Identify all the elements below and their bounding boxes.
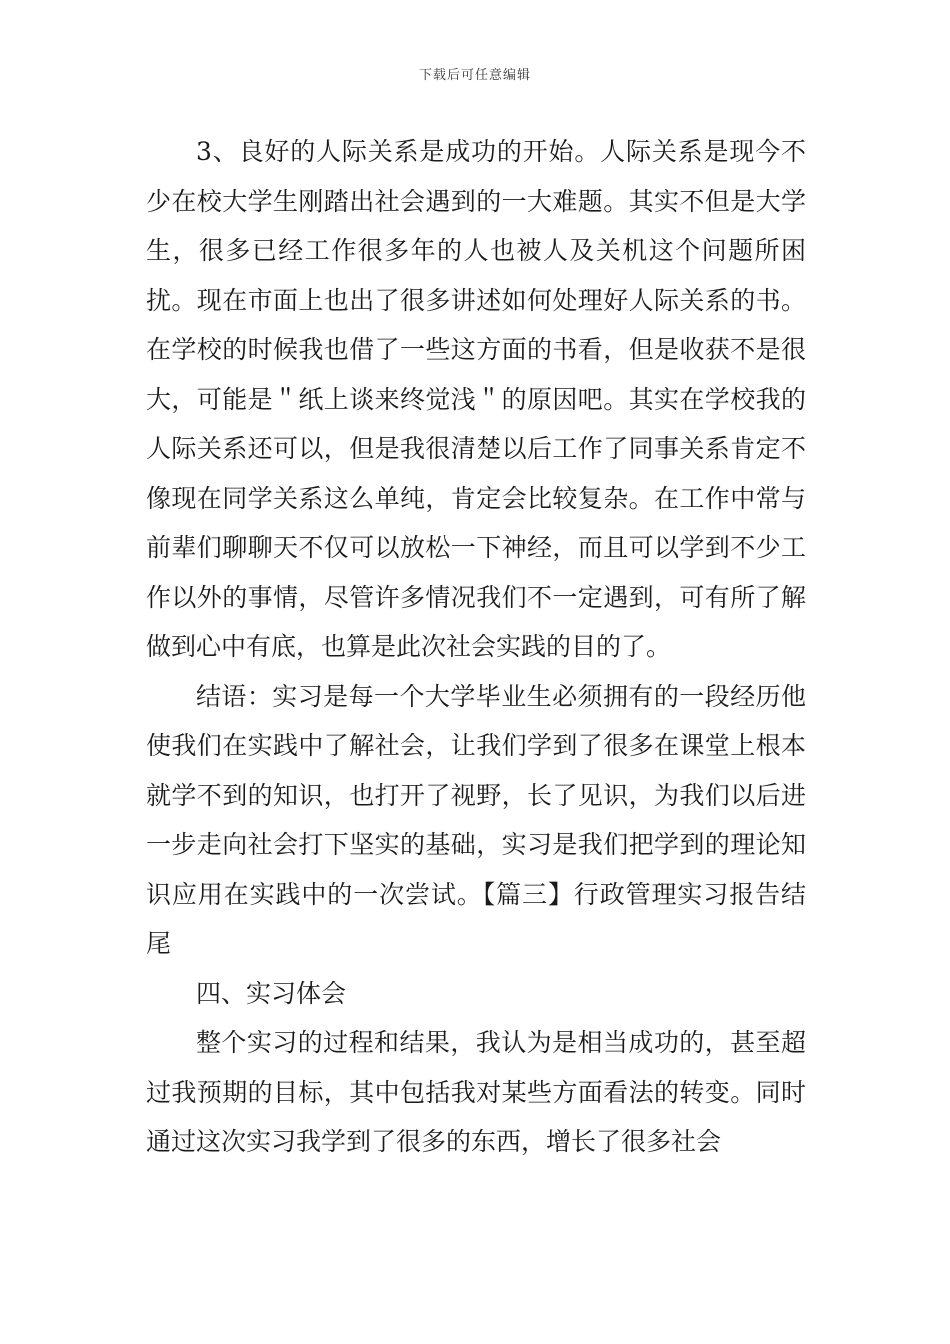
section-heading: 四、实习体会: [196, 978, 347, 1008]
page-header: 下载后可任意编辑: [418, 68, 531, 83]
paragraph-experience: 整个实习的过程和结果，我认为是相当成功的，甚至超过我预期的目标，其中包括我对某些方面看法的转变。同时通过这次实习我学到了很多的东西，增长了很多社会: [146, 1028, 806, 1156]
paragraph-interpersonal: 3、良好的人际关系是成功的开始。人际关系是现今不少在校大学生刚踏出社会遇到的一大难题。其实不但是大学生，很多已经工作很多年的人也被人及关机这个问题所困扰。现在市面上也出了很多讲述如何处理好人际关系的书。在学校的时候我也借了一些这方面的书看，但是收获不是很大，可能是＂纸上谈来终觉浅＂的原因吧。其实在学校我的人际关系还可以，但是我很清楚以后工作了同事关系肯定不像现在同学关系这么单纯，肯定会比较复杂。在工作中常与前辈们聊聊天不仅可以放松一下神经，而且可以学到不少工作以外的事情，尽管许多情况我们不一定遇到，可有所了解做到心中有底，也算是此次社会实践的目的了。: [146, 137, 806, 661]
document-body: [146, 127, 806, 1167]
paragraph-conclusion: 结语：实习是每一个大学毕业生必须拥有的一段经历他使我们在实践中了解社会，让我们学到了很多在课堂上根本就学不到的知识，也打开了视野，长了见识，为我们以后进一步走向社会打下坚实的基础，实习是我们把学到的理论知识应用在实践中的一次尝试。【篇三】行政管理实习报告结尾: [146, 681, 806, 958]
